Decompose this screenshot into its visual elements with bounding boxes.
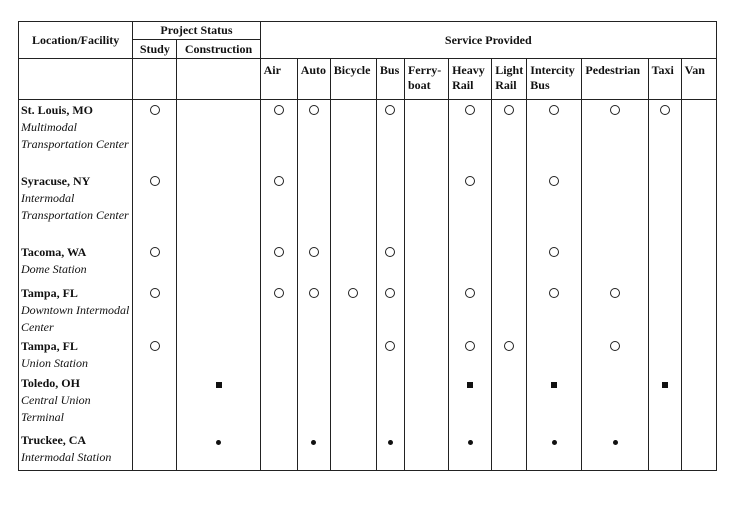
construction-header: Construction: [177, 40, 260, 59]
circle-marker: [610, 341, 620, 351]
table-row: [19, 171, 717, 242]
square-marker: [551, 382, 557, 388]
project-status-table: [18, 21, 717, 471]
circle-marker: [309, 105, 319, 115]
study-header: Study: [133, 40, 177, 59]
blank-header-cell: [133, 59, 177, 100]
circle-marker: [150, 105, 160, 115]
circle-marker: [274, 288, 284, 298]
blank-header-cell: [177, 59, 260, 100]
circle-marker: [385, 105, 395, 115]
square-marker: [216, 382, 222, 388]
circle-marker: [274, 247, 284, 257]
circle-marker: [610, 105, 620, 115]
service-header: Pedestrian: [582, 59, 648, 100]
location-cell: [19, 373, 133, 430]
circle-marker: [465, 288, 475, 298]
circle-marker: [385, 247, 395, 257]
circle-marker: [348, 288, 358, 298]
service-header: Intercity Bus: [527, 59, 582, 100]
dot-marker: [613, 440, 618, 445]
location-cell: [19, 430, 133, 471]
square-marker: [467, 382, 473, 388]
table-row: [19, 242, 717, 283]
location-header: Location/Facility: [19, 22, 133, 59]
location-cell: [19, 336, 133, 373]
location-name: Tacoma, WA: [21, 244, 87, 259]
location-name: Tampa, FL: [21, 285, 78, 300]
circle-marker: [465, 341, 475, 351]
service-header: Auto: [297, 59, 330, 100]
location-name: Truckee, CA: [21, 432, 87, 447]
circle-marker: [660, 105, 670, 115]
service-header: Heavy Rail: [449, 59, 492, 100]
dot-marker: [468, 440, 473, 445]
circle-marker: [274, 176, 284, 186]
table-row: [19, 283, 717, 336]
service-header: Light Rail: [492, 59, 527, 100]
facility-name: Central Union Terminal: [21, 392, 91, 424]
circle-marker: [465, 105, 475, 115]
circle-marker: [385, 341, 395, 351]
circle-marker: [150, 288, 160, 298]
circle-marker: [465, 176, 475, 186]
circle-marker: [549, 247, 559, 257]
service-header: Air: [260, 59, 297, 100]
location-name: Tampa, FL: [21, 338, 78, 353]
location-cell: [19, 242, 133, 283]
dot-marker: [311, 440, 316, 445]
circle-marker: [549, 176, 559, 186]
service-header: Bus: [376, 59, 404, 100]
circle-marker: [150, 247, 160, 257]
location-cell: [19, 283, 133, 336]
circle-marker: [504, 341, 514, 351]
square-marker: [662, 382, 668, 388]
circle-marker: [309, 247, 319, 257]
blank-header-cell: [19, 59, 133, 100]
table-row: [19, 373, 717, 430]
circle-marker: [150, 176, 160, 186]
location-name: St. Louis, MO: [21, 103, 94, 117]
facility-name: Union Station: [21, 355, 89, 370]
service-header: Bicycle: [330, 59, 376, 100]
service-header: Taxi: [648, 59, 681, 100]
table-row: [19, 430, 717, 471]
circle-marker: [274, 105, 284, 115]
facility-name: Intermodal Station: [21, 449, 112, 464]
dot-marker: [388, 440, 393, 445]
dot-marker: [216, 440, 221, 445]
location-name: Syracuse, NY: [21, 173, 91, 188]
facility-name: Dome Station: [21, 261, 87, 276]
circle-marker: [504, 105, 514, 115]
circle-marker: [610, 288, 620, 298]
service-provided-header: Service Provided: [260, 22, 716, 59]
circle-marker: [150, 341, 160, 351]
service-header: Van: [681, 59, 716, 100]
dot-marker: [552, 440, 557, 445]
table-row: [19, 336, 717, 373]
location-cell: [19, 100, 133, 171]
service-header: Ferry- boat: [404, 59, 448, 100]
facility-name: Intermodal Transportation Center: [21, 190, 129, 222]
circle-marker: [309, 288, 319, 298]
location-cell: [19, 171, 133, 242]
facility-name: Downtown Intermodal Center: [21, 302, 130, 334]
circle-marker: [549, 288, 559, 298]
circle-marker: [385, 288, 395, 298]
table-row: [19, 100, 717, 171]
location-name: Toledo, OH: [21, 375, 80, 390]
circle-marker: [549, 105, 559, 115]
project-status-header: Project Status: [133, 22, 260, 40]
facility-name: Multimodal Transportation Center: [21, 120, 129, 151]
